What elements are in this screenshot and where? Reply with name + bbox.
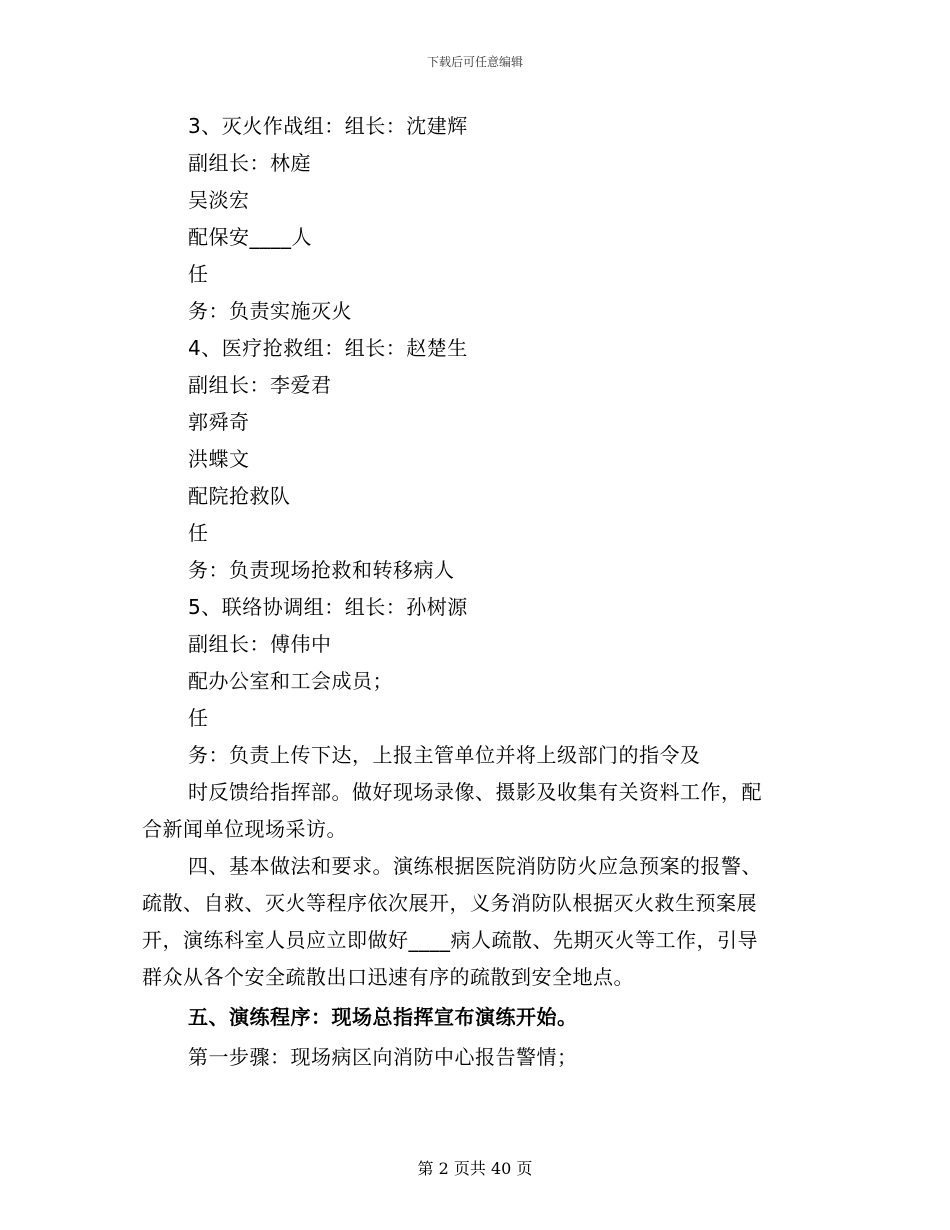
page-header: 下载后可任意编辑 [426, 55, 523, 69]
text-line: 配办公室和工会成员； [188, 669, 393, 693]
text-line: 务：负责现场抢救和转移病人 [188, 558, 455, 582]
text-line: 吴淡宏 [188, 188, 250, 212]
text-line: 配院抢救队 [188, 484, 291, 508]
section-five-heading: 五、演练程序：现场总指挥宣布演练开始。 [188, 1005, 578, 1029]
text-line: 任 [188, 262, 209, 286]
text-line: 务：负责实施灭火 [188, 299, 352, 323]
section-four-paragraph: 四、基本做法和要求。演练根据医院消防防火应急预案的报警、 [188, 854, 762, 878]
page-footer: 第 2 页共 40 页 [417, 1159, 533, 1178]
section-3-title: 3、灭火作战组：组长：沈建辉 [188, 114, 468, 138]
text-line: 开，演练科室人员应立即做好____病人疏散、先期灭火等工作，引导 [142, 928, 758, 952]
text-line: 副组长：林庭 [188, 151, 311, 175]
text-line: 时反馈给指挥部。做好现场录像、摄影及收集有关资料工作，配 [188, 780, 762, 804]
text-line: 副组长：傅伟中 [188, 632, 332, 656]
section-4-title: 4、医疗抢救组：组长：赵楚生 [188, 336, 468, 360]
text-line: 群众从各个安全疏散出口迅速有序的疏散到安全地点。 [142, 965, 634, 989]
text-line: 第一步骤：现场病区向消防中心报告警情； [188, 1045, 578, 1069]
text-line: 务：负责上传下达，上报主管单位并将上级部门的指令及 [188, 743, 701, 767]
text-line: 合新闻单位现场采访。 [142, 817, 347, 841]
text-line: 任 [188, 706, 209, 730]
text-line: 副组长：李爱君 [188, 373, 332, 397]
text-line: 疏散、自救、灭火等程序依次展开，义务消防队根据灭火救生预案展 [142, 891, 757, 915]
text-line: 洪蝶文 [188, 447, 250, 471]
text-line: 任 [188, 521, 209, 545]
text-line: 配保安____人 [188, 225, 312, 249]
text-line: 郭舜奇 [188, 410, 250, 434]
section-5-title: 5、联络协调组：组长：孙树源 [188, 595, 468, 619]
